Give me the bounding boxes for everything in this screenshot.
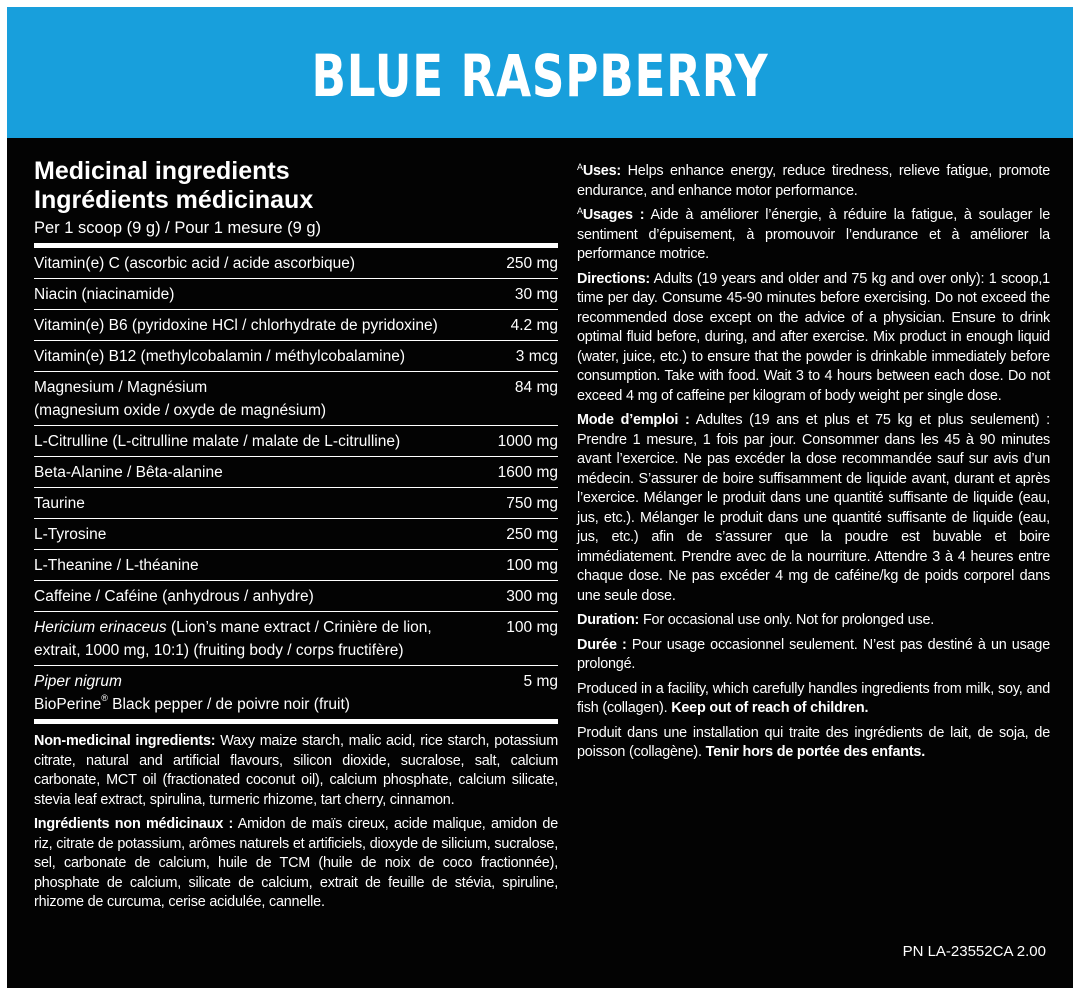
registered-mark: ® <box>101 693 108 703</box>
section-label: Non-medicinal ingredients: <box>34 733 216 749</box>
warning-text: Tenir hors de portée des enfants. <box>705 744 926 760</box>
ingredient-row <box>34 581 558 612</box>
serving-size: Per 1 scoop (9 g) / Pour 1 mesure (9 g) <box>34 219 322 237</box>
footnote-mark: A <box>577 162 583 172</box>
ingredient-name-line1: Magnesium / Magnésium <box>34 379 208 396</box>
section-text: Waxy maize starch, malic acid, rice starch, potassium citrate, natural and artificial flavours, silicon dioxide, sucralose, salt, calcium carbonate, MCT oil (fractionated coconut oil), calcium phosphate, calcium silicate, stevia leaf extract, spirulina, turmeric rhizome, tart cherry, cinnamon. <box>34 733 558 808</box>
heading-french: Ingrédients médicinaux <box>34 186 314 214</box>
section-label: Durée : <box>577 636 627 653</box>
flavor-title: BLUE RASPBERRY <box>311 42 769 110</box>
ingredient-latin-name: Hericium erinaceus <box>34 619 167 636</box>
section-text: Adultes (19 ans et plus et 75 kg et plus seulement) : Prendre 1 mesure, 1 fois par jour. Consommer dans les 45 à 90 minutes avant l’exercice. Ne pas excéder la dose recommandée sauf sur avis d’un médecin. S’assurer de boire suffisamment de liquide avant, durant et après l’exercice. Mélanger le produit dans une quantité suffisante de liquide (eau, jus, etc.). Mélanger le produit dans une quantité suffisante de liquide (eau, jus, etc.) afin de s’assurer que la poudre est buvable et boire immédiatement. Prendre avec de la nourriture. Attendre 3 à 4 heures entre chaque dose. Ne pas excéder 4 mg de caféine/kg de poids corporel dans une seule dose. <box>577 412 1050 604</box>
ingredient-name-line2: (magnesium oxide / oxyde de magnésium) <box>34 402 327 419</box>
ingredient-latin-name: Piper nigrum <box>34 673 122 690</box>
ingredient-row <box>34 488 558 519</box>
ingredient-name: Caffeine / Caféine (anhydrous / anhydre) <box>34 588 314 605</box>
ingredient-name: Beta-Alanine / Bêta-alanine <box>34 464 223 481</box>
ingredient-row <box>34 426 558 457</box>
ingredient-row <box>34 279 558 310</box>
ingredient-name: Vitamin(e) B6 (pyridoxine HCl / chlorhydrate de pyridoxine) <box>34 317 438 334</box>
section-label: Ingrédients non médicinaux : <box>34 816 234 832</box>
ingredient-table <box>34 248 558 719</box>
section-label: Uses: <box>582 163 622 179</box>
flavor-banner <box>7 7 1073 138</box>
ingredient-row <box>34 550 558 581</box>
section-label: Directions: <box>577 270 650 287</box>
ingredient-row <box>34 341 558 372</box>
uses-french <box>577 206 1050 265</box>
ingredient-amount: 4.2 mg <box>510 317 558 334</box>
ingredient-name: L-Theanine / L-théanine <box>34 557 199 574</box>
warning-text: Keep out of reach of children. <box>671 700 869 716</box>
ingredient-amount: 250 mg <box>506 255 558 272</box>
ingredient-name-line2: extrait, 1000 mg, 10:1) (fruiting body / corps fructifère) <box>34 642 404 659</box>
non-medicinal-french <box>34 815 558 913</box>
ingredient-name: Taurine <box>34 495 85 512</box>
ingredient-name <box>34 376 326 422</box>
uses-english <box>577 162 1050 201</box>
medicinal-ingredients-panel <box>34 157 558 918</box>
ingredient-amount: 1000 mg <box>497 433 558 450</box>
ingredient-amount: 300 mg <box>506 588 558 605</box>
ingredient-row <box>34 666 558 719</box>
section-text: Pour usage occasionnel seulement. N’est pas destiné à un usage prolongé. <box>577 636 1050 672</box>
ingredient-name: Vitamin(e) B12 (methylcobalamin / méthylcobalamine) <box>34 348 406 365</box>
ingredient-amount: 84 mg <box>514 379 558 396</box>
section-text: Amidon de maïs cireux, acide malique, amidon de riz, citrate de potassium, arômes naturels et artificiels, dioxyde de silicium, sucralose, sel, carbonate de calcium, huile de TCM (huile de noix de coco fractionnée), phosphate de calcium, silicate de calcium, extrait de feuille de stévia, spiruline, rhizome de curcuma, cerise acidulée, cannelle. <box>34 816 558 910</box>
ingredient-name <box>34 670 350 716</box>
ingredient-name: L-Tyrosine <box>34 526 107 543</box>
ingredient-name-line2: Black pepper / de poivre noir (fruit) <box>107 696 350 713</box>
directions-panel <box>577 162 1050 768</box>
directions-english <box>577 270 1050 407</box>
duration-english <box>577 611 1050 631</box>
section-text: Produced in a facility, which carefully handles ingredients from milk, soy, and fish (collagen). <box>577 680 1050 716</box>
section-text: Helps enhance energy, reduce tiredness, relieve fatigue, promote endurance, and enhance motor performance. <box>577 163 1050 199</box>
ingredient-row <box>34 310 558 341</box>
section-label: Mode d’emploi : <box>577 412 690 428</box>
ingredient-name-rest: (Lion’s mane extract / Crinière de lion, <box>166 619 432 636</box>
ingredient-amount: 5 mg <box>523 673 558 690</box>
ingredient-row <box>34 519 558 550</box>
section-label: Usages : <box>582 207 645 223</box>
brand-name: BioPerine <box>34 696 102 713</box>
ingredient-name <box>34 616 432 662</box>
ingredient-amount: 250 mg <box>506 526 558 543</box>
ingredient-row <box>34 372 558 426</box>
section-text: For occasional use only. Not for prolonged use. <box>639 612 935 628</box>
footnote-mark: A <box>577 206 583 216</box>
directions-french <box>577 411 1050 606</box>
ingredient-name: Vitamin(e) C (ascorbic acid / acide ascorbique) <box>34 255 356 272</box>
ingredient-name: L-Citrulline (L-citrulline malate / malate de L-citrulline) <box>34 433 401 450</box>
section-text: Adults (19 years and older and 75 kg and over only): 1 scoop,1 time per day. Consume 45-90 minutes before exercising. Do not exceed the recommended dose except on the advice of a physician. Ensure to drink optimal fluid before, during, and after exercise. Mix product in enough liquid (water, juice, etc.) to ensure that the powder is drinkable immediately before consumption. Take with food. Wait 3 to 4 hours between each dose. Do not exceed 4 mg of caffeine per kilogram of body weight per single dose. <box>577 270 1050 404</box>
ingredient-amount: 100 mg <box>506 557 558 574</box>
ingredient-amount: 3 mcg <box>515 348 558 365</box>
allergen-french <box>577 724 1050 763</box>
allergen-english <box>577 680 1050 719</box>
section-label: Duration: <box>577 612 640 628</box>
label-panel <box>7 7 1073 988</box>
part-number: PN LA-23552CA 2.00 <box>902 943 1046 960</box>
ingredient-row <box>34 457 558 488</box>
non-medicinal-english <box>34 732 558 810</box>
ingredient-amount: 1600 mg <box>497 464 558 481</box>
ingredient-amount: 30 mg <box>514 286 558 303</box>
heading-english: Medicinal ingredients <box>34 157 290 185</box>
ingredient-row <box>34 612 558 666</box>
ingredient-name: Niacin (niacinamide) <box>34 286 175 303</box>
duration-french <box>577 636 1050 675</box>
section-text: Produit dans une installation qui traite des ingrédients de lait, de soja, de poisson (collagène). <box>577 724 1050 760</box>
section-text: Aide à améliorer l’énergie, à réduire la fatigue, à soulager le sentiment d’épuisement, à promouvoir l’endurance et à améliorer la performance motrice. <box>577 207 1050 262</box>
ingredient-amount: 100 mg <box>506 619 558 636</box>
table-bottom-rule <box>34 719 558 724</box>
ingredient-row <box>34 248 558 279</box>
ingredient-amount: 750 mg <box>506 495 558 512</box>
